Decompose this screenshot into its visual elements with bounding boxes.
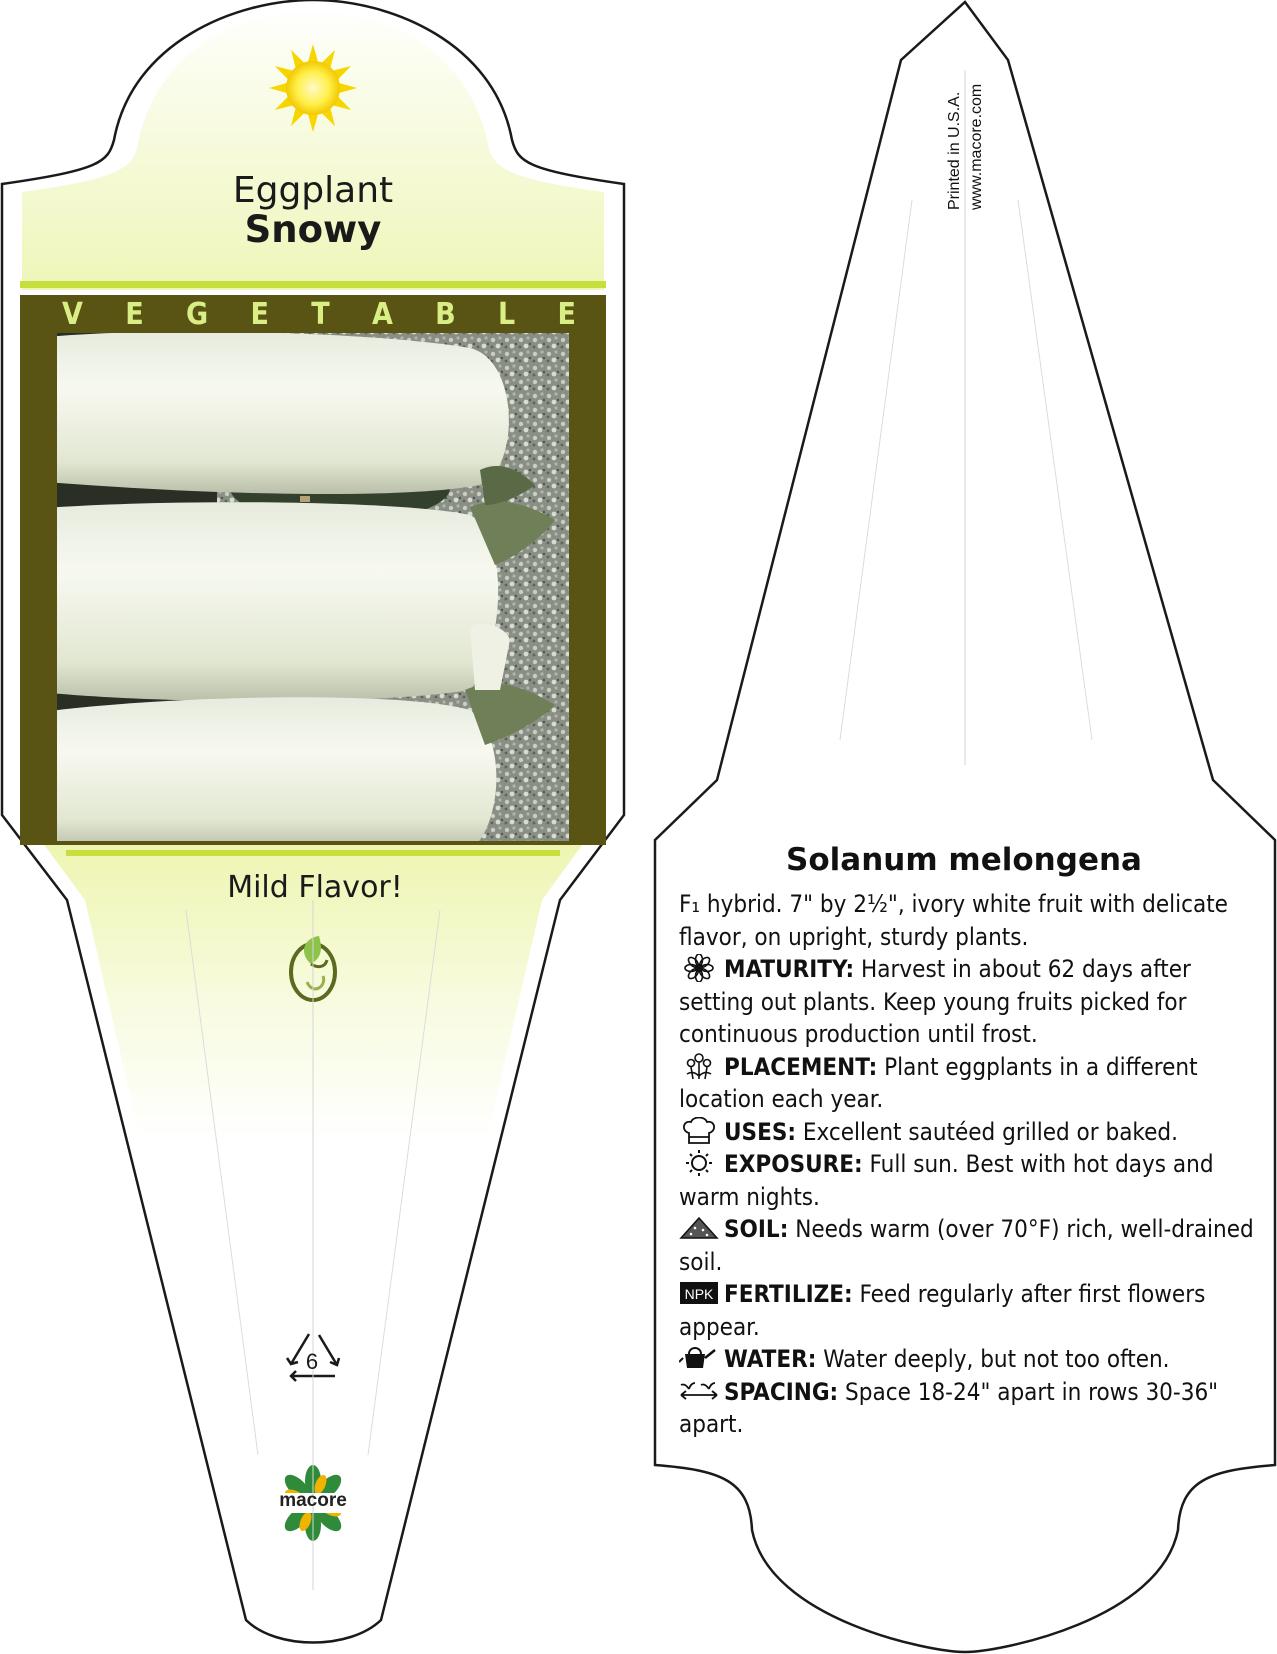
care-text: Needs warm (over 70°F) rich, well-drained soil. [679, 1215, 1254, 1276]
common-name: Eggplant [232, 170, 394, 211]
printed-in-text: Printed in U.S.A. [946, 91, 963, 210]
care-text: Space 18-24" apart in rows 30-36" apart. [679, 1377, 1219, 1438]
category-letter: B [435, 296, 456, 332]
tagline: Mild Flavor! [227, 870, 403, 905]
care-section-spacing [679, 1376, 1259, 1441]
care-text: Feed regularly after first flowers appear. [679, 1280, 1206, 1341]
accent-stripe-top [20, 281, 606, 288]
care-label: SOIL: [724, 1215, 789, 1243]
category-letter: G [185, 296, 209, 332]
category-letter: E [250, 296, 269, 332]
category-label [20, 296, 606, 332]
category-letter: E [125, 296, 144, 332]
care-section-soil [679, 1213, 1259, 1278]
care-section-water [679, 1343, 1259, 1376]
recycle-code: 6 [305, 1349, 319, 1374]
intro-text: F₁ hybrid. 7" by 2½", ivory white fruit with delicate flavor, on upright, sturdy plants. [679, 890, 1228, 951]
care-section-uses [679, 1116, 1259, 1149]
watering-can-icon [679, 1344, 719, 1372]
eggplant-photo [20, 332, 569, 850]
care-section-placement [679, 1051, 1259, 1116]
npk-icon-text: NPK [684, 1286, 714, 1302]
care-label: SPACING: [724, 1377, 839, 1406]
chef-hat-icon [679, 1117, 719, 1145]
care-text: Excellent sautéed grilled or baked. [802, 1117, 1178, 1146]
care-text: Plant eggplants in a different location each year. [679, 1052, 1198, 1113]
category-letter: A [371, 296, 393, 332]
sun-outline-icon [679, 1149, 719, 1177]
category-letter: V [62, 296, 83, 332]
category-letter: T [311, 296, 330, 332]
care-label: WATER: [724, 1345, 817, 1373]
care-text: Harvest in about 62 days after setting out plants. Keep young fruits picked for continuous production until frost. [679, 955, 1191, 1048]
care-text: Water deeply, but not too often. [823, 1345, 1170, 1373]
care-text: Full sun. Best with hot days and warm nights. [679, 1150, 1214, 1211]
category-letter: E [557, 296, 576, 332]
npk-icon [679, 1279, 719, 1307]
care-section-exposure [679, 1148, 1259, 1213]
accent-stripe-bottom [66, 850, 560, 856]
flower-icon [679, 954, 719, 982]
care-label: EXPOSURE: [724, 1150, 863, 1178]
category-letter: L [498, 296, 516, 332]
care-info [679, 888, 1259, 1441]
care-section-fertilize [679, 1278, 1259, 1343]
botanical-name: Solanum melongena [786, 842, 1142, 878]
care-label: FERTILIZE: [724, 1280, 853, 1308]
website-text: www.macore.com [968, 83, 985, 210]
spacing-icon [679, 1377, 719, 1405]
care-section-maturity [679, 953, 1259, 1051]
care-label: PLACEMENT: [724, 1052, 878, 1081]
printed-info [944, 84, 988, 210]
care-label: MATURITY: [724, 955, 855, 983]
care-label: USES: [724, 1117, 797, 1146]
variety-name: Snowy [244, 208, 382, 251]
plants-icon [679, 1052, 719, 1080]
brand-label: macore [279, 1490, 347, 1511]
soil-icon [679, 1214, 719, 1242]
